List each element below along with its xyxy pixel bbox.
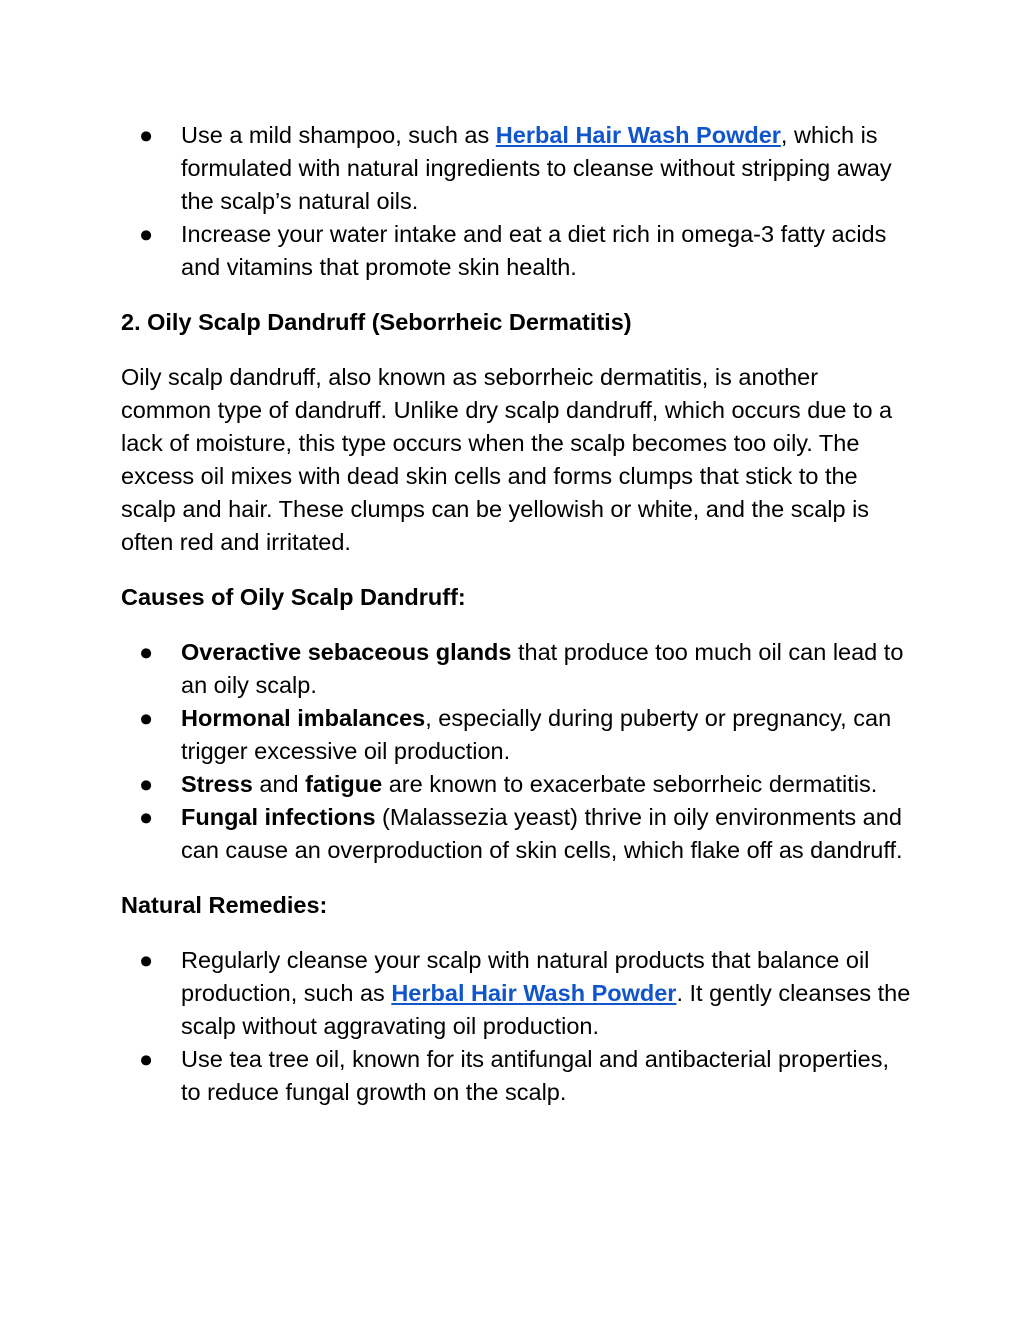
list-item-text: Increase your water intake and eat a diet rich in omega-3 fatty acids and vitamins that promote skin health. xyxy=(181,221,887,280)
cause-term: fatigue xyxy=(305,771,383,797)
bullet-icon: ● xyxy=(139,1046,154,1072)
list-item-text: Regularly cleanse your scalp with natural products that balance oil production, such as xyxy=(181,947,870,1006)
bullet-icon: ● xyxy=(139,947,154,973)
list-item xyxy=(121,218,911,284)
list-item-text: , which is formulated with natural ingredients to cleanse without stripping away the scalp’s natural oils. xyxy=(181,122,892,214)
list-item-text: . It gently cleanses the scalp without aggravating oil production. xyxy=(181,980,911,1039)
bullet-icon: ● xyxy=(139,771,154,797)
section-heading: 2. Oily Scalp Dandruff (Seborrheic Dermatitis) xyxy=(121,309,632,335)
section-paragraph: Oily scalp dandruff, also known as seborrheic dermatitis, is another common type of dandruff. Unlike dry scalp dandruff, which occurs due to a lack of moisture, this type occurs when the scalp becomes too oily. The excess oil mixes with dead skin cells and forms clumps that stick to the scalp and hair. These clumps can be yellowish or white, and the scalp is often red and irritated. xyxy=(121,364,893,555)
remedies-heading: Natural Remedies: xyxy=(121,892,328,918)
bullet-icon: ● xyxy=(139,639,154,665)
list-item xyxy=(121,702,911,768)
document-page xyxy=(121,119,911,1109)
list-item-text: Use tea tree oil, known for its antifungal and antibacterial properties, to reduce fungal growth on the scalp. xyxy=(181,1046,890,1105)
list-item xyxy=(121,944,911,1043)
cause-text: are known to exacerbate seborrheic dermatitis. xyxy=(382,771,878,797)
list-item xyxy=(121,636,911,702)
list-item xyxy=(121,1043,911,1109)
list-item-text: Use a mild shampoo, such as xyxy=(181,122,496,148)
cause-text: (Malassezia yeast) thrive in oily environments and can cause an overproduction of skin cells, which flake off as dandruff. xyxy=(181,804,903,863)
cause-term: Stress xyxy=(181,771,253,797)
remedies-bullet-list xyxy=(121,944,911,1109)
intro-bullet-list xyxy=(121,119,911,284)
cause-term: Hormonal imbalances xyxy=(181,705,426,731)
list-item xyxy=(121,768,911,801)
cause-text: , especially during puberty or pregnancy, can trigger excessive oil production. xyxy=(181,705,892,764)
bullet-icon: ● xyxy=(139,122,154,148)
causes-bullet-list xyxy=(121,636,911,867)
cause-term: Overactive sebaceous glands xyxy=(181,639,512,665)
herbal-hair-wash-powder-link[interactable]: Herbal Hair Wash Powder xyxy=(495,122,781,148)
list-item xyxy=(121,119,911,218)
cause-text: and xyxy=(252,771,306,797)
bullet-icon: ● xyxy=(139,705,154,731)
causes-heading: Causes of Oily Scalp Dandruff: xyxy=(121,584,466,610)
cause-term: Fungal infections xyxy=(181,804,376,830)
cause-text: that produce too much oil can lead to an oily scalp. xyxy=(181,639,904,698)
bullet-icon: ● xyxy=(139,221,154,247)
list-item xyxy=(121,801,911,867)
bullet-icon: ● xyxy=(139,804,154,830)
herbal-hair-wash-powder-link[interactable]: Herbal Hair Wash Powder xyxy=(391,980,677,1006)
